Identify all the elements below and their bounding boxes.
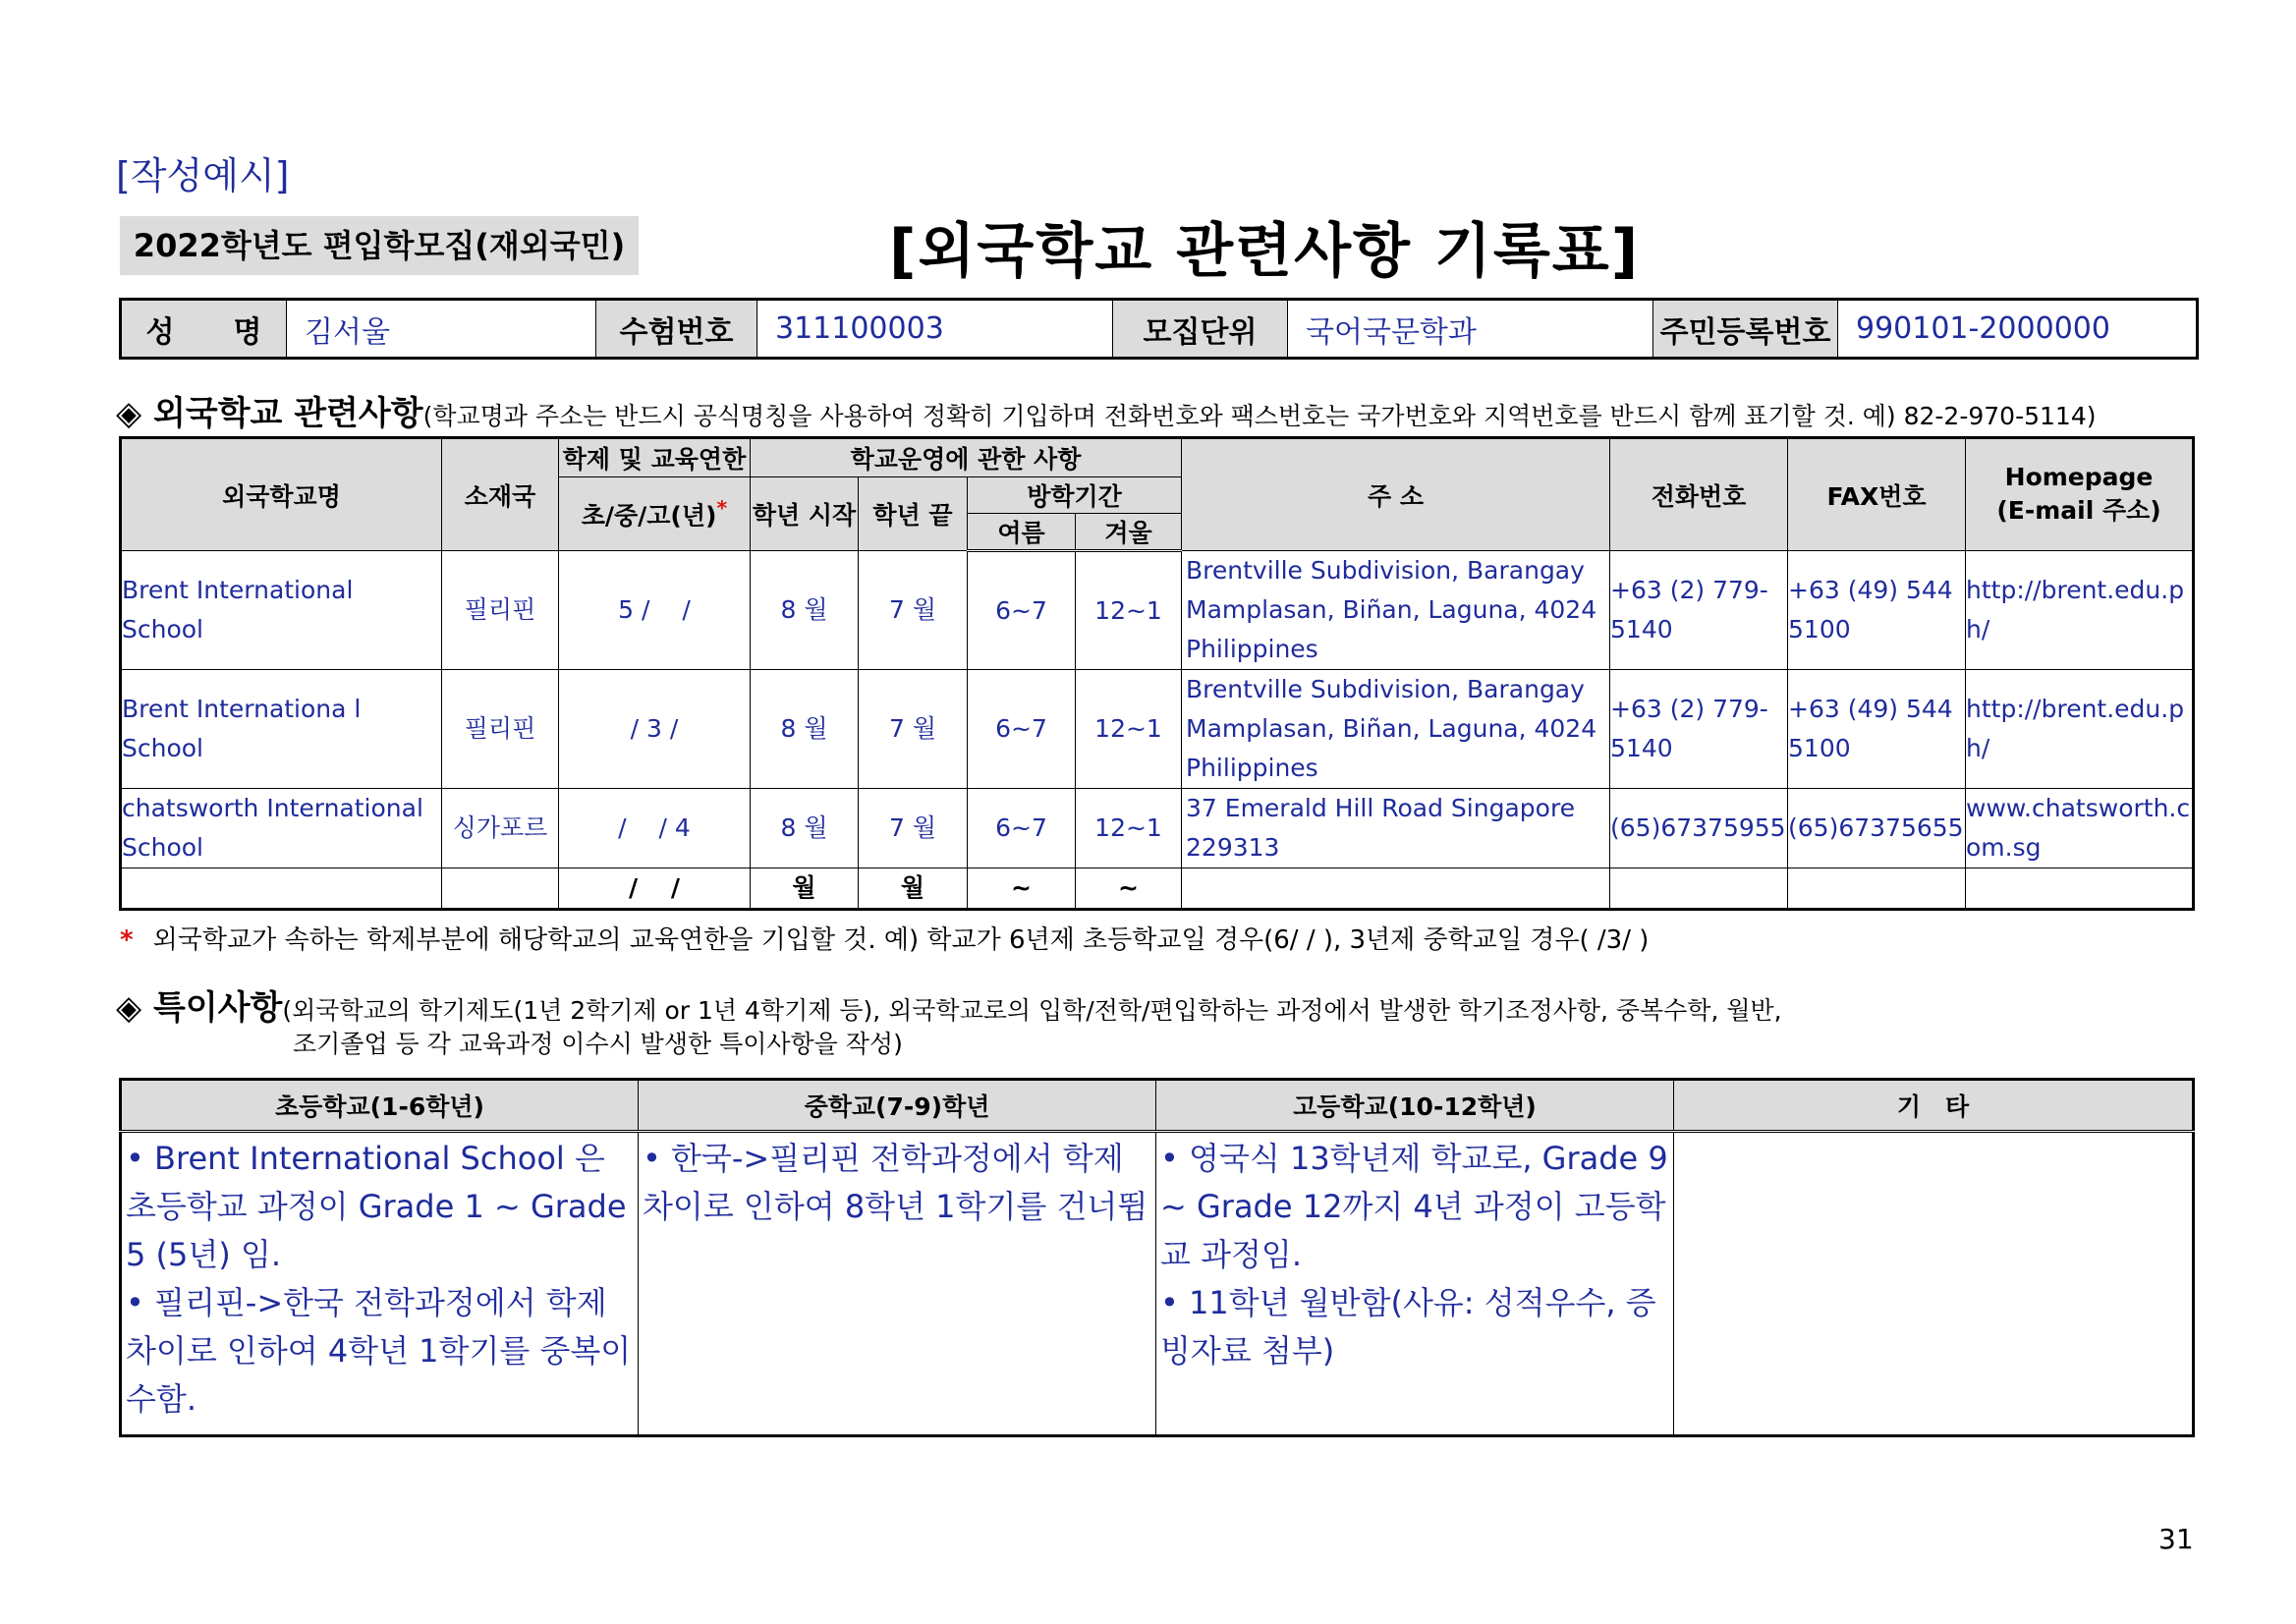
header-system-sub: 초/중/고(년)* [559,477,751,551]
diamond-icon: ◈ [116,394,142,433]
year-start: 월 [751,868,859,910]
summer-vacation: ~ [968,868,1076,910]
exam-number-value: 311100003 [757,300,1113,359]
table-row [121,789,2194,868]
resident-number-label: 주민등록번호 [1653,300,1838,359]
note-item: • 영국식 13학년제 학교로, Grade 9 ~ Grade 12까지 4년 과정이 고등학교 과정임. [1160,1140,1668,1273]
phone: (65)67375955 [1610,789,1788,868]
header-middle: 중학교(7-9)학년 [639,1080,1156,1132]
year-end: 월 [859,868,968,910]
year-start: 8 월 [751,551,859,670]
resident-number-value: 990101-2000000 [1838,300,2198,359]
header-phone: 전화번호 [1610,438,1788,551]
year-end: 7 월 [859,551,968,670]
asterisk-icon: * [120,925,134,955]
footnote-text: 외국학교가 속하는 학제부분에 해당학교의 교육연한을 기입할 것. 예) 학교가 6년제 초등학교일 경우(6/ / ), 3년제 중학교일 경우( /3/ ) [152,925,1650,955]
header-winter: 겨울 [1076,514,1182,551]
summer-vacation: 6~7 [968,789,1076,868]
header-operations: 학교운영에 관한 사항 [751,438,1182,477]
foreign-school-table [119,436,2195,911]
note-item: • 한국->필리핀 전학과정에서 학제차이로 인하여 8학년 1학기를 건너뜀 [643,1140,1148,1225]
summer-vacation: 6~7 [968,551,1076,670]
section-title: 특이사항 [153,988,283,1028]
example-label: [작성예시] [116,154,290,197]
exam-number-label: 수험번호 [596,300,757,359]
phone: +63 (2) 779-5140 [1610,670,1788,789]
header-other: 기 타 [1674,1080,2194,1132]
homepage [1966,868,2194,910]
header-vacation: 방학기간 [968,477,1182,514]
country [442,868,559,910]
country: 필리핀 [442,551,559,670]
phone: +63 (2) 779-5140 [1610,551,1788,670]
phone [1610,868,1788,910]
name-value: 김서울 [287,300,596,359]
table-row-blank [121,868,2194,910]
school-name: chatsworth International School [121,789,442,868]
header-year-start: 학년 시작 [751,477,859,551]
section-note-continued: 조기졸업 등 각 교육과정 이수시 발생한 특이사항을 작성) [293,1030,903,1058]
homepage: http://brent.edu.ph/ [1966,670,2194,789]
high-notes [1156,1132,1674,1436]
homepage: www.chatsworth.com.sg [1966,789,2194,868]
winter-vacation: 12~1 [1076,670,1182,789]
name-label: 성 명 [121,300,287,359]
header-elementary: 초등학교(1-6학년) [121,1080,639,1132]
year-start: 8 월 [751,789,859,868]
recruit-unit-value: 국어국문학과 [1288,300,1653,359]
page-number: 31 [2158,1523,2194,1555]
header-homepage-label: Homepage [2004,463,2154,491]
middle-notes [639,1132,1156,1436]
section-title: 외국학교 관련사항 [153,394,423,433]
applicant-info-table [119,298,2199,360]
header-year-end: 학년 끝 [859,477,968,551]
school-name [121,868,442,910]
header-high: 고등학교(10-12학년) [1156,1080,1674,1132]
header-summer: 여름 [968,514,1076,551]
winter-vacation: 12~1 [1076,551,1182,670]
table-row [121,551,2194,670]
school-system: 5 / / [559,551,751,670]
fax: (65)67375655 [1788,789,1966,868]
year-end: 7 월 [859,670,968,789]
table-row [121,670,2194,789]
header-fax: FAX번호 [1788,438,1966,551]
elementary-notes [121,1132,639,1436]
fax: +63 (49) 544 5100 [1788,551,1966,670]
country: 필리핀 [442,670,559,789]
header-school-name: 외국학교명 [121,438,442,551]
section-foreign-school-heading [116,386,2096,434]
winter-vacation: 12~1 [1076,789,1182,868]
header-email-label: (E-mail 주소) [1996,496,2161,525]
school-system: / / [559,868,751,910]
summer-vacation: 6~7 [968,670,1076,789]
diamond-icon: ◈ [116,988,142,1028]
school-name: Brent Internationa l School [121,670,442,789]
note-item: • 필리핀->한국 전학과정에서 학제차이로 인하여 4학년 1학기를 중복이수함. [126,1284,632,1418]
footnote [120,920,1649,956]
fax [1788,868,1966,910]
header-homepage [1966,438,2194,551]
section-note: (외국학교의 학기제도(1년 2학기제 or 1년 4학기제 등), 외국학교로의 입학/전학/편입학하는 과정에서 발생한 학기조정사항, 중복수학, 월반, [282,996,1782,1025]
header-country: 소재국 [442,438,559,551]
address: Brentville Subdivision, Barangay Mamplasan, Biñan, Laguna, 4024 Philippines [1182,670,1610,789]
homepage: http://brent.edu.ph/ [1966,551,2194,670]
address: Brentville Subdivision, Barangay Mamplasan, Biñan, Laguna, 4024 Philippines [1182,551,1610,670]
school-system: / 3 / [559,670,751,789]
year-end: 7 월 [859,789,968,868]
year-start: 8 월 [751,670,859,789]
asterisk-mark: * [716,495,728,520]
country: 싱가포르 [442,789,559,868]
recruit-unit-label: 모집단위 [1113,300,1288,359]
special-notes-table [119,1078,2195,1437]
school-system: / / 4 [559,789,751,868]
note-item: • 11학년 월반함(사유: 성적우수, 증빙자료 첨부) [1160,1284,1656,1370]
school-name: Brent International School [121,551,442,670]
fax: +63 (49) 544 5100 [1788,670,1966,789]
page-title: [외국학교 관련사항 기록표] [889,217,1641,286]
address [1182,868,1610,910]
admission-year-badge: 2022학년도 편입학모집(재외국민) [120,216,639,275]
header-address: 주 소 [1182,438,1610,551]
address: 37 Emerald Hill Road Singapore 229313 [1182,789,1610,868]
header-school-system: 학제 및 교육연한 [559,438,751,477]
other-notes [1674,1132,2194,1436]
section-note: (학교명과 주소는 반드시 공식명칭을 사용하여 정확히 기입하며 전화번호와 팩스번호는 국가번호와 지역번호를 반드시 함께 표기할 것. 예) 82-2-970-5114) [422,402,2097,430]
note-item: • Brent International School 은 초등학교 과정이 Grade 1 ~ Grade 5 (5년) 임. [126,1140,627,1273]
winter-vacation: ~ [1076,868,1182,910]
